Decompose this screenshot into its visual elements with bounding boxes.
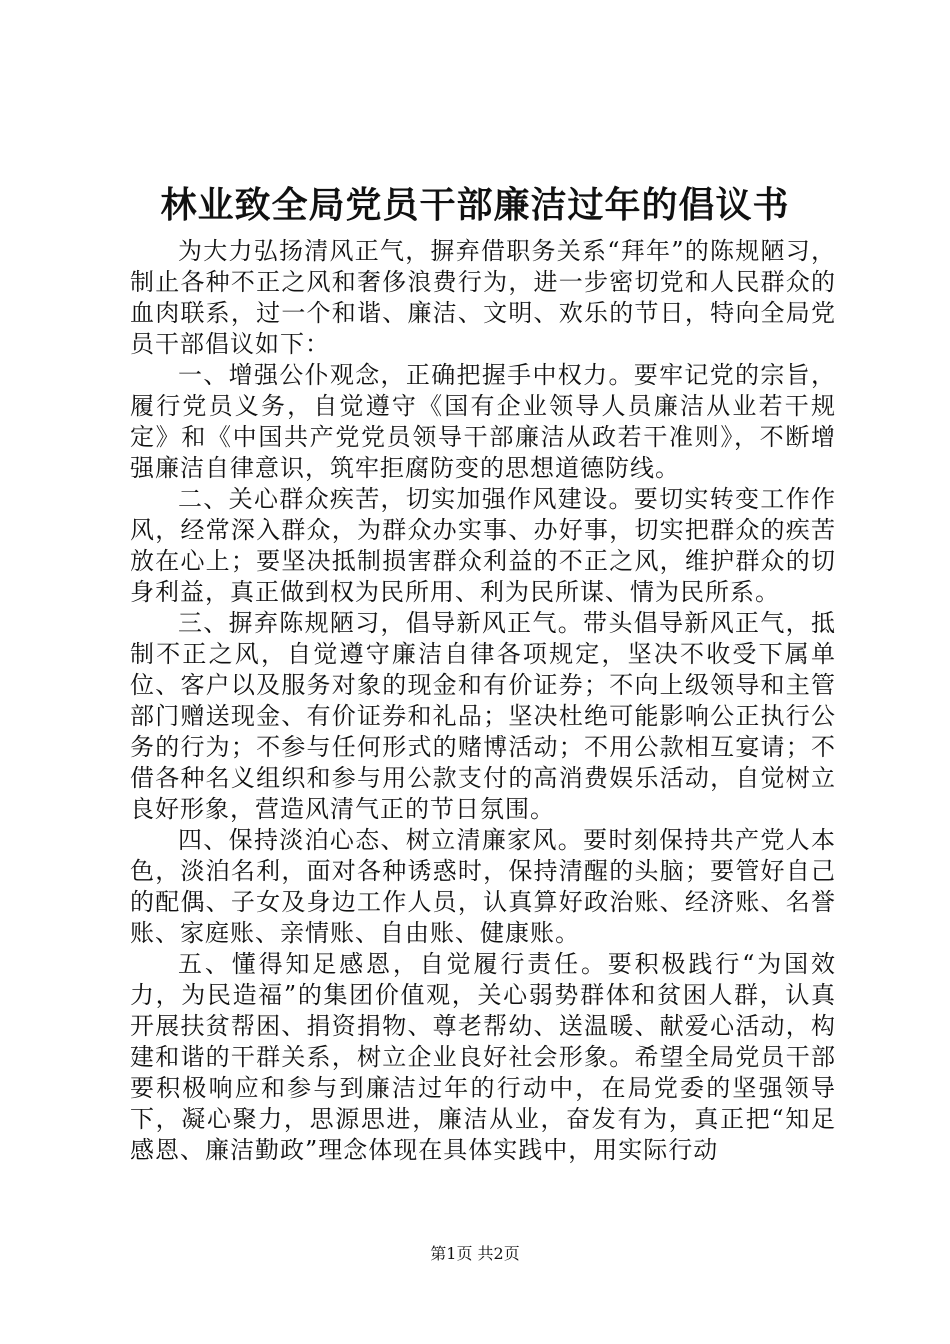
paragraph-item-3: 三、摒弃陈规陋习，倡导新风正气。带头倡导新风正气，抵制不正之风，自觉遵守廉洁自律各项规定，坚决不收受下属单位、客户以及服务对象的现金和有价证券；不向上级领导和主管部门赠送现金、有价证券和礼品；坚决杜绝可能影响公正执行公务的行为；不参与任何形式的赌博活动；不用公款相互宴请；不借各种名义组织和参与用公款支付的高消费娱乐活动，自觉树立良好形象，营造风清气正的节日氛围。 <box>130 609 836 823</box>
page-number-footer: 第1页 共2页 <box>430 1244 520 1263</box>
document-body <box>130 236 836 1166</box>
paragraph-item-4: 四、保持淡泊心态、树立清廉家风。要时刻保持共产党人本色，淡泊名利，面对各种诱惑时，保持清醒的头脑；要管好自己的配偶、子女及身边工作人员，认真算好政治账、经济账、名誉账、家庭账、亲情账、自由账、健康账。 <box>130 826 836 947</box>
paragraph-item-1: 一、增强公仆观念，正确把握手中权力。要牢记党的宗旨，履行党员义务，自觉遵守《国有企业领导人员廉洁从业若干规定》和《中国共产党党员领导干部廉洁从政若干准则》，不断增强廉洁自律意识，筑牢拒腐防变的思想道德防线。 <box>130 361 836 482</box>
paragraph-item-5: 五、懂得知足感恩，自觉履行责任。要积极践行“为国效力，为民造福”的集团价值观，关心弱势群体和贫困人群，认真开展扶贫帮困、捐资捐物、尊老帮幼、送温暖、献爱心活动，构建和谐的干群关系，树立企业良好社会形象。希望全局党员干部要积极响应和参与到廉洁过年的行动中，在局党委的坚强领导下，凝心聚力，思源思进，廉洁从业，奋发有为，真正把“知足感恩、廉洁勤政”理念体现在具体实践中，用实际行动 <box>130 950 836 1164</box>
document-title: 林业致全局党员干部廉洁过年的倡议书 <box>160 184 790 226</box>
paragraph-item-2: 二、关心群众疾苦，切实加强作风建设。要切实转变工作作风，经常深入群众，为群众办实事、办好事，切实把群众的疾苦放在心上；要坚决抵制损害群众利益的不正之风，维护群众的切身利益，真正做到权为民所用、利为民所谋、情为民所系。 <box>130 485 836 606</box>
paragraph-intro: 为大力弘扬清风正气，摒弃借职务关系“拜年”的陈规陋习，制止各种不正之风和奢侈浪费行为，进一步密切党和人民群众的血肉联系，过一个和谐、廉洁、文明、欢乐的节日，特向全局党员干部倡议如下： <box>130 237 836 358</box>
